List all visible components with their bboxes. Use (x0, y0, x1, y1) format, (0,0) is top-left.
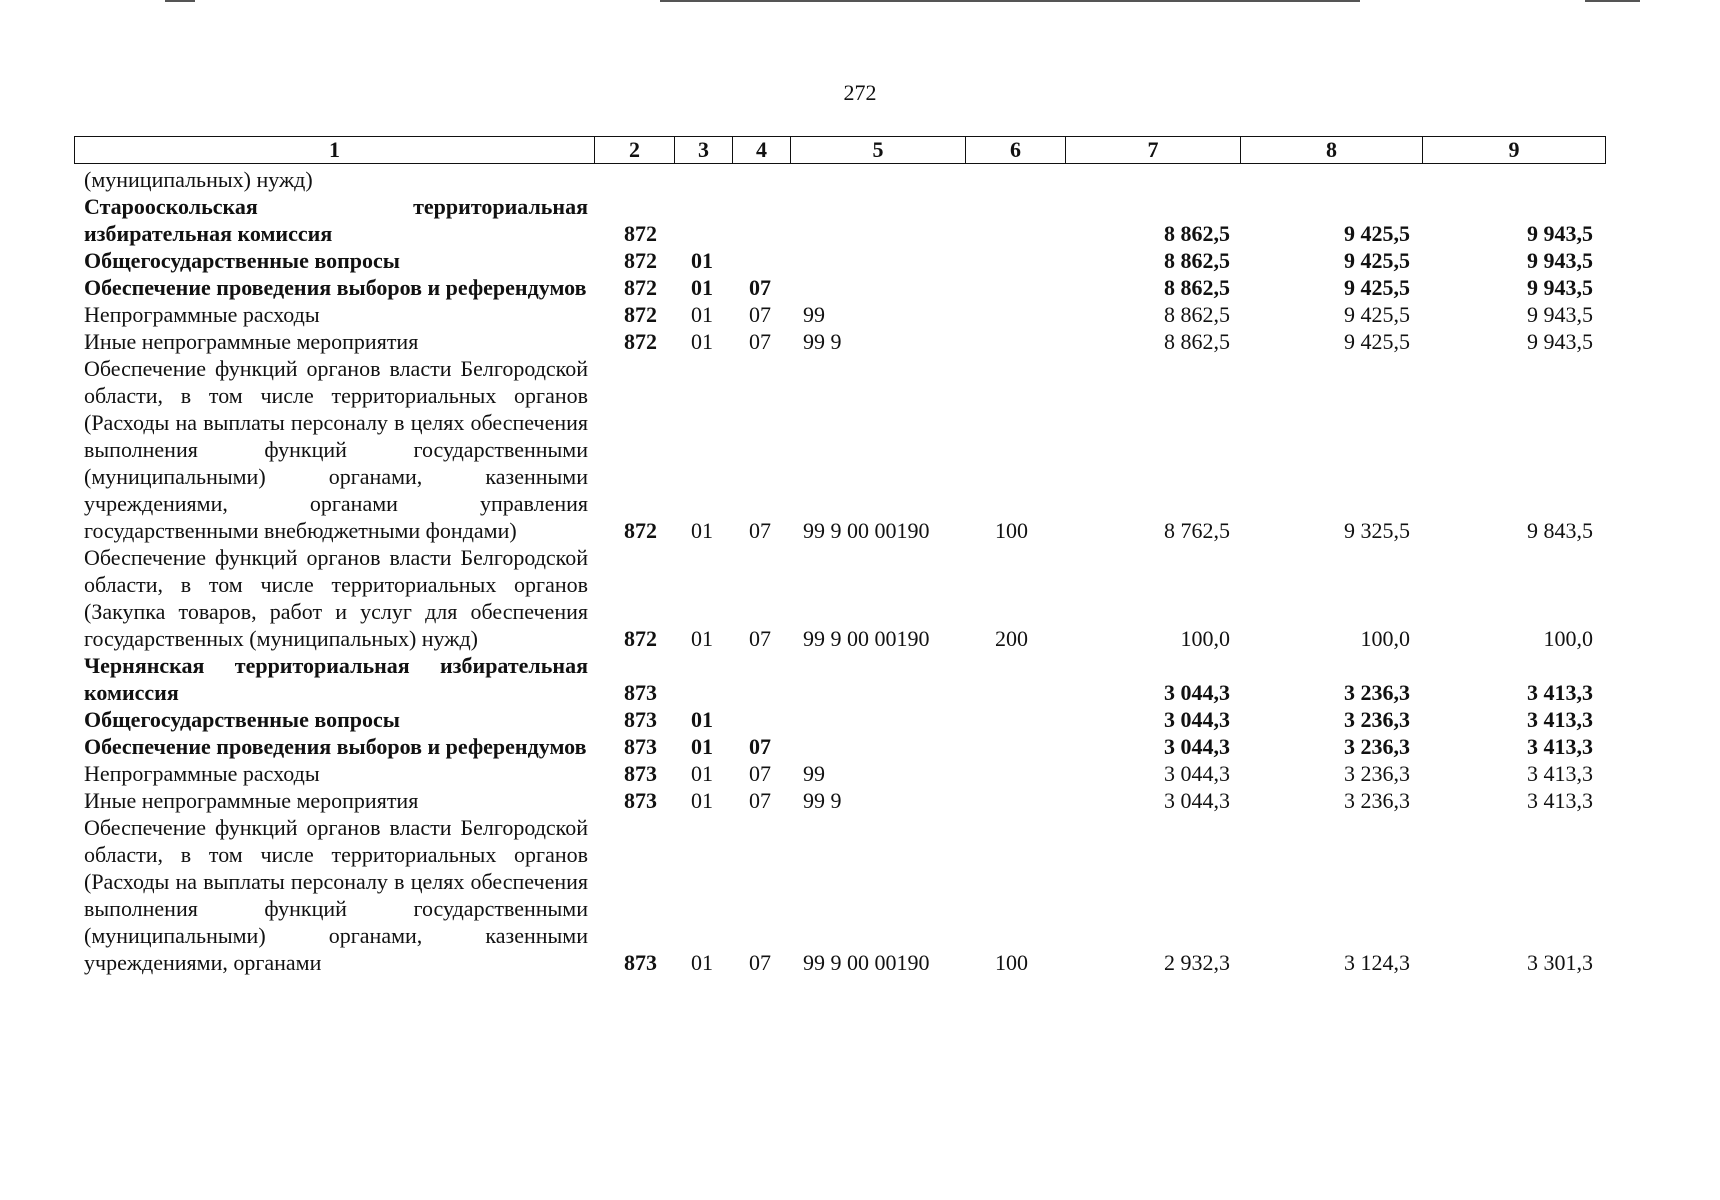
table-row (74, 544, 1636, 652)
header-col-5: 5 (791, 137, 966, 164)
amount-col8-cell: 9 425,5 (1344, 329, 1410, 354)
row-name-cell: Общегосударственные вопросы (84, 707, 400, 732)
subsection-code-cell: 07 (749, 518, 771, 543)
amount-col9-cell: 9 943,5 (1527, 221, 1593, 246)
amount-col9-cell: 9 943,5 (1527, 248, 1593, 273)
amount-col7-cell: 2 932,3 (1164, 950, 1230, 975)
header-col-7: 7 (1066, 137, 1241, 164)
table-row (74, 814, 1636, 976)
target-article-cell: 99 9 (803, 329, 842, 354)
amount-col8-cell: 3 236,3 (1344, 707, 1410, 732)
ministry-code-cell: 872 (624, 518, 657, 543)
amount-col9-cell: 3 413,3 (1527, 788, 1593, 813)
table-row (74, 787, 1636, 814)
table-row (74, 301, 1636, 328)
section-code-cell: 01 (691, 518, 713, 543)
header-col-4: 4 (733, 137, 791, 164)
expense-type-cell: 100 (995, 518, 1028, 543)
table-row (74, 760, 1636, 787)
section-code-cell: 01 (691, 626, 713, 651)
row-name-cell: Непрограммные расходы (84, 761, 320, 786)
ministry-code-cell: 872 (624, 221, 657, 246)
header-col-3: 3 (675, 137, 733, 164)
top-rule-left (165, 0, 195, 2)
row-name-cell: Общегосударственные вопросы (84, 248, 400, 273)
section-code-cell: 01 (691, 248, 713, 273)
expense-type-cell: 100 (995, 950, 1028, 975)
amount-col8-cell: 100,0 (1360, 626, 1410, 651)
table-body (74, 166, 1636, 976)
subsection-code-cell: 07 (749, 275, 771, 300)
subsection-code-cell: 07 (749, 302, 771, 327)
top-rule-center (660, 0, 1360, 2)
ministry-code-cell: 873 (624, 680, 657, 705)
amount-col9-cell: 3 413,3 (1527, 680, 1593, 705)
ministry-code-cell: 873 (624, 761, 657, 786)
amount-col8-cell: 9 425,5 (1344, 275, 1410, 300)
ministry-code-cell: 873 (624, 788, 657, 813)
row-name-cell: Обеспечение проведения выборов и референдумов (84, 275, 587, 300)
row-name-cell: Непрограммные расходы (84, 302, 320, 327)
amount-col8-cell: 9 425,5 (1344, 248, 1410, 273)
expense-type-cell: 200 (995, 626, 1028, 651)
amount-col7-cell: 3 044,3 (1164, 761, 1230, 786)
subsection-code-cell: 07 (749, 626, 771, 651)
row-name-cell: Обеспечение проведения выборов и референдумов (84, 734, 587, 759)
row-name-cell: Обеспечение функций органов власти Белгородской области, в том числе территориальных органов (Закупка товаров, работ и услуг для обеспечения государственных (муниципальных) нужд) (84, 545, 588, 651)
table-row (74, 274, 1636, 301)
ministry-code-cell: 873 (624, 950, 657, 975)
table-row (74, 355, 1636, 544)
target-article-cell: 99 9 00 00190 (803, 950, 930, 975)
table-row (74, 652, 1636, 706)
subsection-code-cell: 07 (749, 950, 771, 975)
amount-col8-cell: 9 425,5 (1344, 221, 1410, 246)
amount-col9-cell: 9 943,5 (1527, 302, 1593, 327)
section-code-cell: 01 (691, 275, 713, 300)
section-code-cell: 01 (691, 761, 713, 786)
subsection-code-cell: 07 (749, 329, 771, 354)
row-name-cell: Иные непрограммные мероприятия (84, 329, 419, 354)
header-col-1: 1 (75, 137, 595, 164)
amount-col9-cell: 3 413,3 (1527, 761, 1593, 786)
row-name-cell: Старооскольская территориальная избирательная комиссия (84, 194, 588, 246)
amount-col7-cell: 8 862,5 (1164, 329, 1230, 354)
section-code-cell: 01 (691, 302, 713, 327)
ministry-code-cell: 873 (624, 734, 657, 759)
amount-col9-cell: 9 943,5 (1527, 275, 1593, 300)
table-row (74, 328, 1636, 355)
section-code-cell: 01 (691, 950, 713, 975)
ministry-code-cell: 872 (624, 302, 657, 327)
table-row (74, 247, 1636, 274)
table-row (74, 193, 1636, 247)
subsection-code-cell: 07 (749, 788, 771, 813)
table-row (74, 166, 1636, 193)
amount-col7-cell: 8 862,5 (1164, 302, 1230, 327)
ministry-code-cell: 872 (624, 248, 657, 273)
amount-col7-cell: 3 044,3 (1164, 707, 1230, 732)
section-code-cell: 01 (691, 734, 713, 759)
amount-col9-cell: 9 843,5 (1527, 518, 1593, 543)
header-col-6: 6 (966, 137, 1066, 164)
amount-col7-cell: 100,0 (1180, 626, 1230, 651)
amount-col7-cell: 8 762,5 (1164, 518, 1230, 543)
target-article-cell: 99 9 00 00190 (803, 626, 930, 651)
amount-col8-cell: 3 236,3 (1344, 761, 1410, 786)
section-code-cell: 01 (691, 707, 713, 732)
amount-col8-cell: 3 236,3 (1344, 680, 1410, 705)
header-col-8: 8 (1241, 137, 1423, 164)
amount-col7-cell: 3 044,3 (1164, 734, 1230, 759)
ministry-code-cell: 873 (624, 707, 657, 732)
subsection-code-cell: 07 (749, 761, 771, 786)
amount-col7-cell: 8 862,5 (1164, 248, 1230, 273)
target-article-cell: 99 (803, 302, 825, 327)
table-row (74, 733, 1636, 760)
column-number-header (74, 136, 1606, 164)
amount-col7-cell: 3 044,3 (1164, 788, 1230, 813)
row-name-cell: Обеспечение функций органов власти Белгородской области, в том числе территориальных органов (Расходы на выплаты персоналу в целях обеспечения выполнения функций государственными (муниципальными) органами, казенными учреждениями, органами (84, 815, 588, 975)
header-col-9: 9 (1423, 137, 1606, 164)
amount-col7-cell: 8 862,5 (1164, 221, 1230, 246)
table-row (74, 706, 1636, 733)
amount-col9-cell: 3 301,3 (1527, 950, 1593, 975)
amount-col8-cell: 3 124,3 (1344, 950, 1410, 975)
row-name-cell: Чернянская территориальная избирательная комиссия (84, 653, 588, 705)
ministry-code-cell: 872 (624, 626, 657, 651)
amount-col9-cell: 3 413,3 (1527, 734, 1593, 759)
row-name-cell: (муниципальных) нужд) (84, 167, 313, 192)
amount-col9-cell: 100,0 (1543, 626, 1593, 651)
target-article-cell: 99 9 00 00190 (803, 518, 930, 543)
top-rule-right (1585, 0, 1640, 2)
ministry-code-cell: 872 (624, 329, 657, 354)
amount-col9-cell: 9 943,5 (1527, 329, 1593, 354)
page-number: 272 (843, 80, 877, 105)
target-article-cell: 99 (803, 761, 825, 786)
amount-col9-cell: 3 413,3 (1527, 707, 1593, 732)
section-code-cell: 01 (691, 788, 713, 813)
subsection-code-cell: 07 (749, 734, 771, 759)
amount-col7-cell: 3 044,3 (1164, 680, 1230, 705)
amount-col7-cell: 8 862,5 (1164, 275, 1230, 300)
amount-col8-cell: 9 325,5 (1344, 518, 1410, 543)
ministry-code-cell: 872 (624, 275, 657, 300)
section-code-cell: 01 (691, 329, 713, 354)
amount-col8-cell: 3 236,3 (1344, 788, 1410, 813)
target-article-cell: 99 9 (803, 788, 842, 813)
amount-col8-cell: 3 236,3 (1344, 734, 1410, 759)
row-name-cell: Обеспечение функций органов власти Белгородской области, в том числе территориальных органов (Расходы на выплаты персоналу в целях обеспечения выполнения функций государственными (муниципальными) органами, казенными учреждениями, органами управления государственными внебюджетными фондами) (84, 356, 588, 543)
amount-col8-cell: 9 425,5 (1344, 302, 1410, 327)
header-col-2: 2 (595, 137, 675, 164)
row-name-cell: Иные непрограммные мероприятия (84, 788, 419, 813)
